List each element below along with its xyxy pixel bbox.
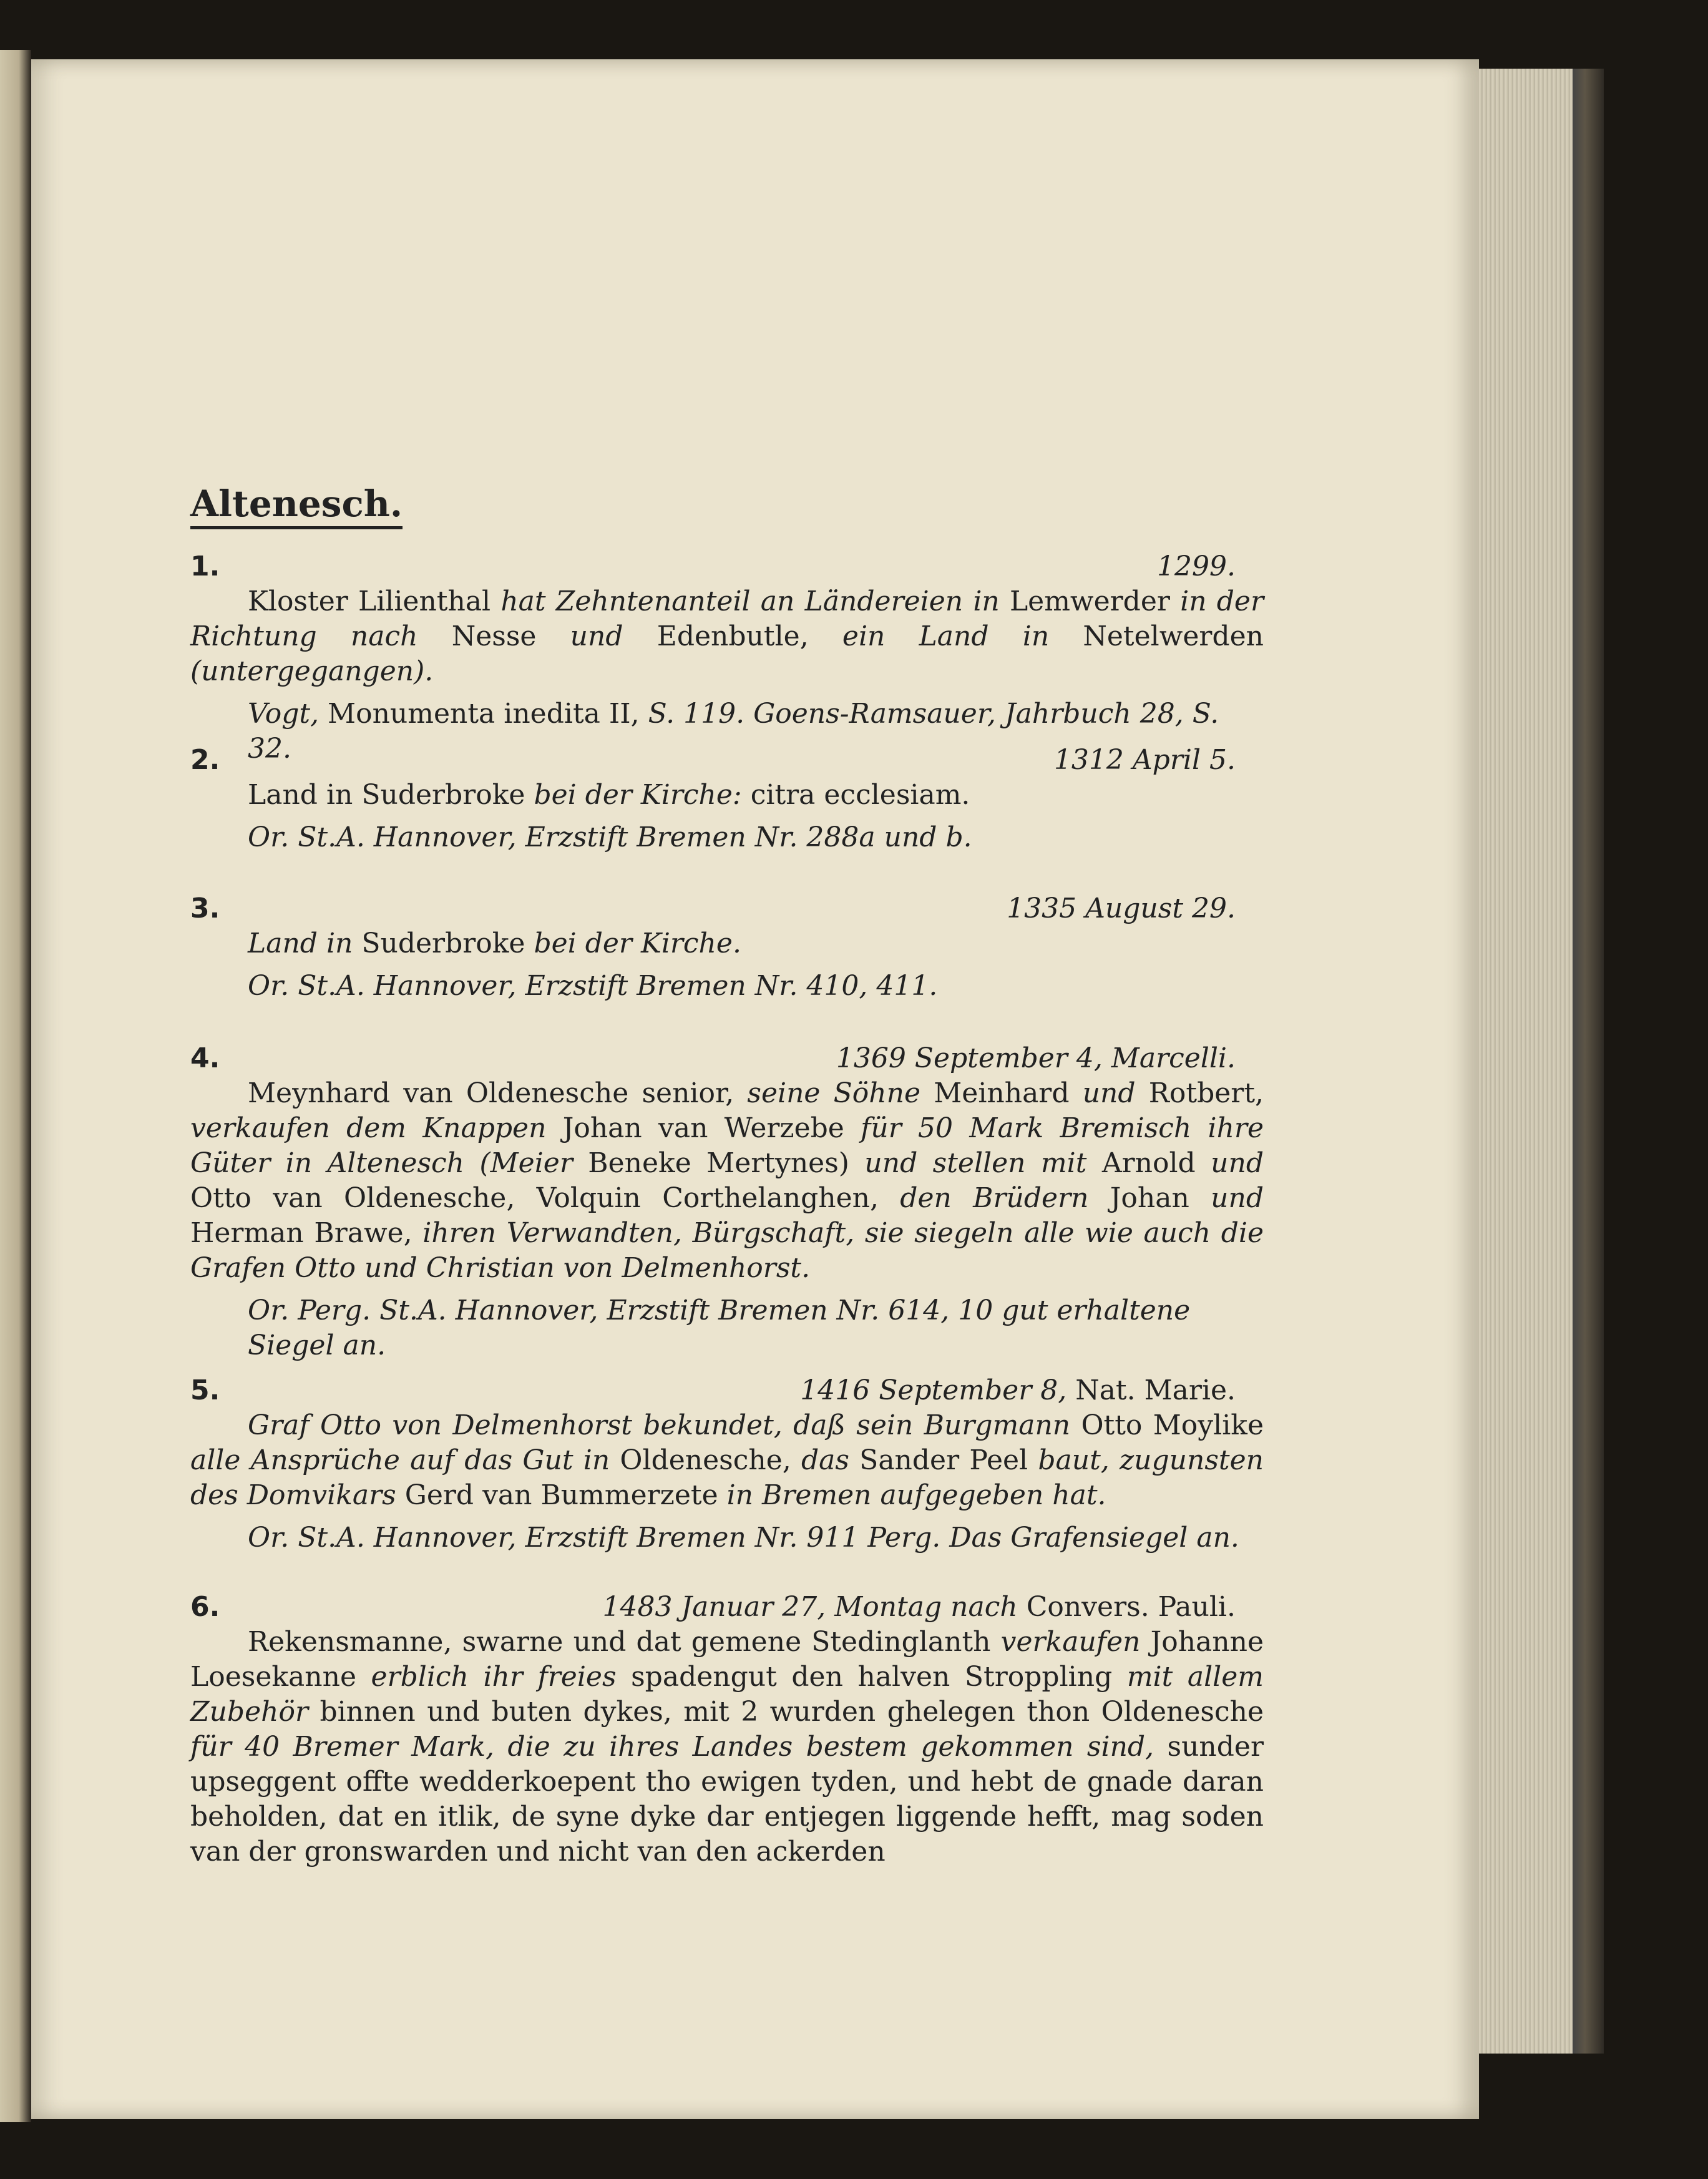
text-run: Herman Brawe,: [190, 1217, 423, 1249]
text-run: Sander Peel: [849, 1444, 1038, 1476]
text-run: Otto Moylike: [1070, 1409, 1264, 1441]
entry-date: 1483 Januar 27, Montag nach Convers. Pauli.: [602, 1591, 1236, 1623]
text-run: bei der Kirche.: [534, 928, 741, 959]
text-run: und: [1211, 1182, 1264, 1214]
entry-text: [190, 584, 1264, 689]
text-run: (untergegangen).: [190, 655, 434, 687]
text-run: seine Söhne: [747, 1077, 921, 1109]
text-run: Land in: [248, 928, 353, 959]
text-run: Or. Perg. St.A. Hannover, Erzstift Bremen Nr. 614, 10 gut erhaltene Siegel an.: [248, 1295, 1191, 1361]
text-run: Meynhard van Oldenesche senior,: [248, 1077, 748, 1109]
entry-text: [190, 1625, 1264, 1869]
entry-number: 4.: [190, 1042, 220, 1074]
text-run: das: [801, 1444, 849, 1476]
entry-date: 1299.: [1157, 551, 1236, 582]
text-run: in der Richtung nach: [190, 585, 1264, 652]
text-run: Suderbroke: [353, 928, 534, 959]
entry-text: [190, 926, 1264, 961]
entry-number: 1.: [190, 551, 220, 582]
text-run: Vogt,: [248, 698, 328, 730]
page-content: [190, 468, 1264, 1904]
text-run: verkaufen: [1000, 1626, 1141, 1658]
text-run: und stellen mit: [864, 1147, 1087, 1179]
text-run: verkaufen dem Knappen: [190, 1112, 547, 1144]
text-run: Graf Otto von Delmenhorst bekundet, daß sein Burgmann: [248, 1409, 1071, 1441]
entry-date: 1335 August 29.: [1007, 893, 1236, 924]
left-page-edge: [0, 50, 31, 2122]
text-run: und: [1082, 1077, 1136, 1109]
text-run: Rekensmanne, swarne und dat gemene Stedinglanth: [248, 1626, 1001, 1658]
text-run: Gerd van Bummerzete: [396, 1479, 727, 1511]
text-run: ein Land in: [842, 620, 1050, 652]
text-run: spadengut den halven Stroppling: [616, 1661, 1127, 1693]
text-run: alle Ansprüche auf das Gut in: [190, 1444, 610, 1476]
text-run: Land in Suderbroke: [248, 779, 534, 811]
entry-date: 1416 September 8, Nat. Marie.: [800, 1374, 1236, 1406]
text-run: Kloster Lilienthal: [248, 585, 501, 617]
entry-number: 3.: [190, 893, 220, 924]
text-run: und: [570, 620, 623, 652]
entry-number: 6.: [190, 1591, 220, 1623]
text-run: Netelwerden: [1049, 620, 1264, 652]
text-run: Edenbutle,: [623, 620, 842, 652]
text-run: sunder upseggent offte wedderkoepent tho ewigen tyden, und hebt de gnade daran beholden, dat en itlik, de syne dyke dar entjegen liggende hefft, mag soden van der gronswarden und nicht van den ackerden: [190, 1731, 1264, 1868]
text-run: Monumenta inedita II,: [328, 698, 648, 730]
text-run: erblich ihr freies: [371, 1661, 617, 1693]
book-page-edges: [1479, 69, 1604, 2054]
text-run: mit allem Zubehör: [190, 1661, 1264, 1728]
entry-source: [190, 1520, 1264, 1555]
text-run: und: [1211, 1147, 1264, 1179]
entry-date: 1312 April 5.: [1053, 744, 1236, 776]
text-run: Oldenesche,: [610, 1444, 801, 1476]
entry: [190, 1590, 1264, 1877]
entry: [190, 549, 1264, 766]
text-run: binnen und buten dykes, mit 2 wurden ghelegen thon Oldenesche: [308, 1696, 1264, 1728]
text-run: Johan: [1088, 1182, 1211, 1214]
entry-source: [190, 969, 1264, 1004]
text-run: Otto van Oldenesche, Volquin Corthelanghen,: [190, 1182, 900, 1214]
entry: [190, 1373, 1264, 1555]
text-run: den Brüdern: [900, 1182, 1089, 1214]
text-run: in Bremen aufgegeben hat.: [726, 1479, 1106, 1511]
entry-text: [190, 778, 1264, 813]
text-run: für 50 Mark Bremisch ihre Güter in Altenesch (Meier: [190, 1112, 1264, 1179]
text-run: citra ecclesiam.: [741, 779, 970, 811]
text-run: für 40 Bremer Mark, die zu ihres Landes bestem gekommen sind,: [190, 1731, 1154, 1763]
text-run: Lemwerder: [999, 585, 1181, 617]
text-run: bei der Kirche:: [534, 779, 742, 811]
entry: [190, 1041, 1264, 1363]
text-run: Arnold: [1086, 1147, 1211, 1179]
text-run: baut, zugunsten des Domvikars: [190, 1444, 1264, 1511]
entry-source: [190, 1293, 1264, 1363]
entry-number: 5.: [190, 1374, 220, 1406]
entry-text: [190, 1408, 1264, 1513]
text-run: Nesse: [417, 620, 570, 652]
text-run: Meinhard: [920, 1077, 1083, 1109]
text-run: ihren Verwandten, Bürgschaft, sie siegeln alle wie auch die Grafen Otto und Christian von Delmenhorst.: [190, 1217, 1264, 1284]
entry: [190, 743, 1264, 855]
text-run: Or. St.A. Hannover, Erzstift Bremen Nr. 410, 411.: [248, 970, 938, 1002]
entry-source: [190, 820, 1264, 855]
entry-date: 1369 September 4, Marcelli.: [836, 1042, 1236, 1074]
text-run: Or. St.A. Hannover, Erzstift Bremen Nr. 288a und b.: [248, 821, 972, 853]
text-run: Or. St.A. Hannover, Erzstift Bremen Nr. 911 Perg. Das Grafensiegel an.: [248, 1522, 1239, 1554]
text-run: Johan van Werzebe: [546, 1112, 861, 1144]
text-run: Beneke Mertynes): [572, 1147, 865, 1179]
entry: [190, 891, 1264, 1004]
text-run: S. 119. Goens-Ramsauer, Jahrbuch 28, S. 32.: [248, 698, 1219, 765]
text-run: hat Zehntenanteil an Ländereien in: [500, 585, 1000, 617]
entry-text: [190, 1076, 1264, 1286]
text-run: Johanne Loesekanne: [190, 1626, 1264, 1693]
text-run: Rotbert,: [1135, 1077, 1264, 1109]
section-title: Altenesch.: [190, 484, 403, 529]
entry-number: 2.: [190, 744, 220, 776]
